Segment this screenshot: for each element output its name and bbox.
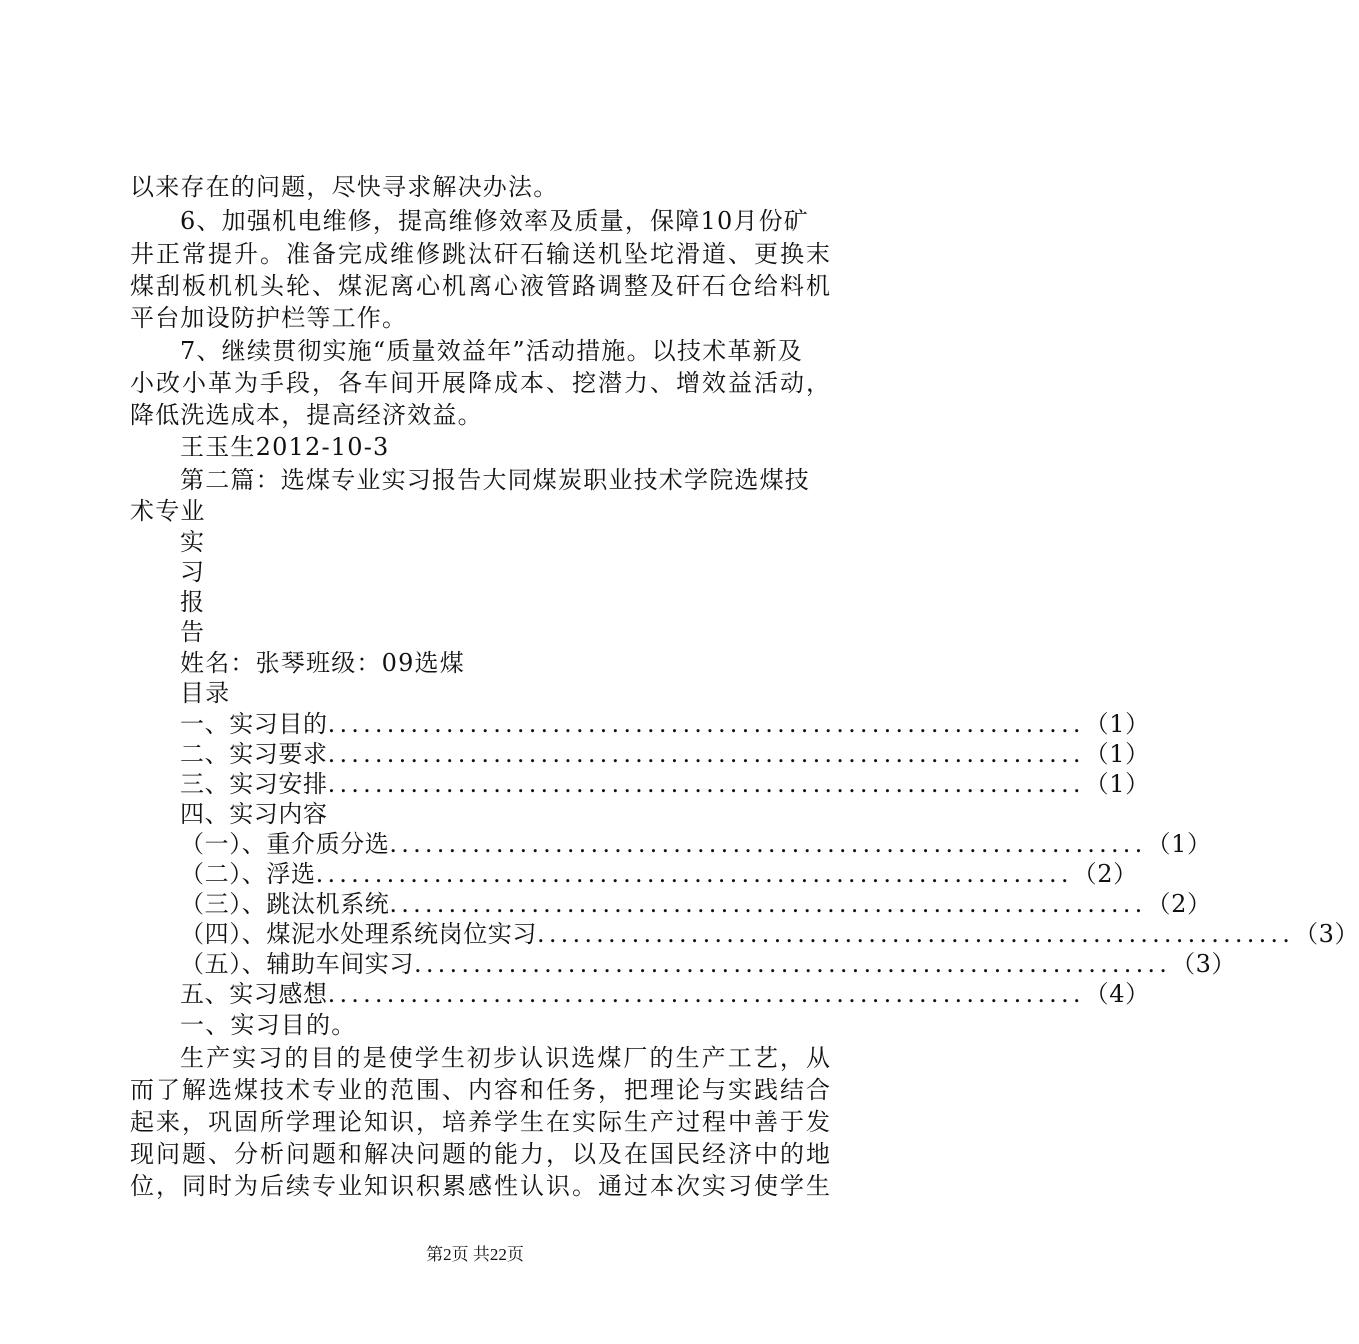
text-line: 小改小革为手段，各车间开展降成本、挖潜力、增效益活动，: [130, 369, 830, 397]
toc-label: （一）、重介质分选: [180, 830, 390, 858]
toc-entry: [180, 829, 1212, 859]
toc-entry: [180, 859, 1138, 889]
text-line: 7、继续贯彻实施“质量效益年”活动措施。以技术革新及: [180, 337, 804, 365]
toc-leader: ................................................................: [315, 860, 1073, 888]
toc-label: （二）、浮选: [180, 860, 316, 888]
toc-entry: [180, 919, 1359, 949]
text-line: 术专业: [130, 497, 206, 525]
text-line: 煤刮板机机头轮、煤泥离心机离心液管路调整及矸石仓给料机: [130, 272, 830, 300]
toc-page: （4）: [1084, 980, 1150, 1008]
toc-page: （2）: [1072, 860, 1138, 888]
toc-page: （2）: [1146, 890, 1212, 918]
toc-label: （四）、煤泥水处理系统岗位实习: [180, 920, 537, 948]
toc-leader: ................................................................: [537, 920, 1295, 948]
section-title: 一、实习目的。: [180, 1011, 357, 1039]
name-class-line: 姓名：张琴班级：09选煤: [180, 649, 465, 677]
toc-page: （3）: [1294, 920, 1359, 948]
body-line: 位，同时为后续专业知识积累感性认识。通过本次实习使学生: [130, 1172, 830, 1200]
text-line: 平台加设防护栏等工作。: [130, 304, 408, 332]
page-footer: 第2页 共22页: [426, 1245, 524, 1264]
toc-leader: ................................................................: [327, 740, 1085, 768]
toc-heading: 目录: [180, 679, 231, 707]
toc-entry: [180, 739, 1150, 769]
toc-leader: ................................................................: [327, 710, 1085, 738]
toc-entry: [180, 769, 1150, 799]
vertical-title-char: 报: [180, 588, 206, 616]
body-line: 而了解选煤技术专业的范围、内容和任务，把理论与实践结合: [130, 1076, 830, 1104]
body-line: 起来，巩固所学理论知识，培养学生在实际生产过程中善于发: [130, 1108, 830, 1136]
vertical-title-char: 实: [180, 528, 206, 556]
toc-entry: [180, 709, 1150, 739]
toc-entry: [180, 949, 1237, 979]
toc-page: （1）: [1084, 710, 1150, 738]
author-date-line: 王玉生2012-10-3: [180, 433, 390, 461]
body-line: 生产实习的目的是使学生初步认识选煤厂的生产工艺，从: [180, 1044, 830, 1072]
toc-label: 三、实习安排: [180, 770, 328, 798]
toc-leader: ................................................................: [327, 980, 1085, 1008]
body-line: 现问题、分析问题和解决问题的能力，以及在国民经济中的地: [130, 1140, 830, 1168]
toc-leader: ................................................................: [389, 890, 1147, 918]
toc-label: 二、实习要求: [180, 740, 328, 768]
toc-label: 一、实习目的: [180, 710, 328, 738]
toc-entry: [180, 799, 780, 829]
toc-label: 五、实习感想: [180, 980, 328, 1008]
toc-label: （三）、跳汰机系统: [180, 890, 390, 918]
toc-page: （1）: [1146, 830, 1212, 858]
vertical-title-char: 习: [180, 558, 206, 586]
text-line: 以来存在的问题，尽快寻求解决办法。: [130, 173, 559, 201]
toc-label: 四、实习内容: [180, 800, 328, 828]
text-line: 降低洗选成本，提高经济效益。: [130, 401, 483, 429]
toc-page: （3）: [1171, 950, 1237, 978]
toc-entry: [180, 889, 1212, 919]
vertical-title-char: 告: [180, 618, 206, 646]
section-heading-line: 第二篇：选煤专业实习报告大同煤炭职业技术学院选煤技: [180, 466, 810, 494]
toc-page: （1）: [1084, 770, 1150, 798]
text-line: 井正常提升。准备完成维修跳汰矸石输送机坠坨滑道、更换末: [130, 240, 830, 268]
toc-leader: ................................................................: [327, 770, 1085, 798]
toc-entry: [180, 979, 1150, 1009]
toc-label: （五）、辅助车间实习: [180, 950, 414, 978]
toc-page: （1）: [1084, 740, 1150, 768]
text-line: 6、加强机电维修，提高维修效率及质量，保障10月份矿: [180, 207, 810, 235]
toc-leader: ................................................................: [414, 950, 1172, 978]
toc-leader: ................................................................: [389, 830, 1147, 858]
